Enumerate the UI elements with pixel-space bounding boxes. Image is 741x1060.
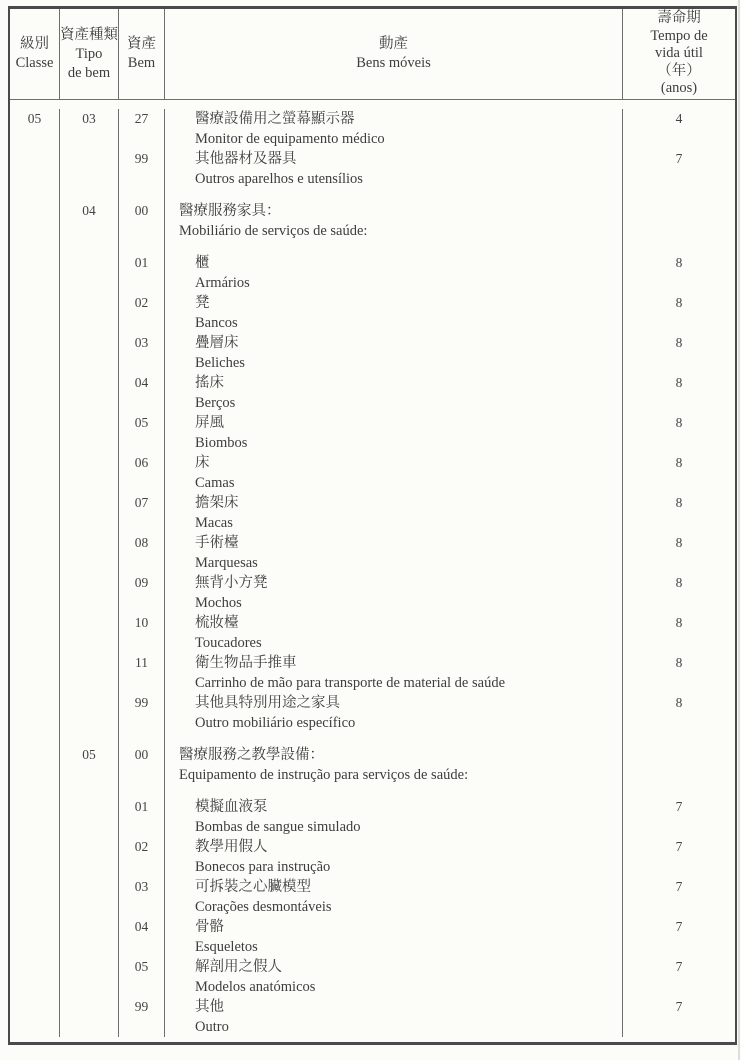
gap-cell xyxy=(623,189,735,201)
table-row xyxy=(10,653,735,693)
item-name-zh: 無背小方凳 xyxy=(195,575,268,591)
item-description-cell xyxy=(165,293,623,333)
classe-code-cell xyxy=(10,413,60,453)
header-line: Tempo de xyxy=(650,27,708,44)
classe-code-cell xyxy=(10,745,60,785)
classe-code-cell xyxy=(10,149,60,189)
gap-cell xyxy=(623,733,735,745)
tipo-code-cell xyxy=(60,253,119,293)
item-name-zh: 衛生物品手推車 xyxy=(195,655,297,671)
header-line: Bem xyxy=(127,55,156,71)
item-name-zh: 醫療服務家具： xyxy=(179,203,281,219)
header-bem xyxy=(119,9,165,99)
item-name-pt: Outro mobiliário específico xyxy=(195,715,356,731)
classe-code-cell: 05 xyxy=(10,109,60,149)
useful-life-years-cell xyxy=(623,201,735,241)
header-bens-moveis xyxy=(165,9,623,99)
item-name-zh: 醫療服務之教學設備： xyxy=(179,747,324,763)
item-description-cell xyxy=(165,877,623,917)
asset-depreciation-table xyxy=(8,6,737,1045)
bem-code-cell: 99 xyxy=(119,149,165,189)
useful-life-years-cell: 7 xyxy=(675,879,683,894)
gap-cell xyxy=(60,785,119,797)
tipo-code-cell xyxy=(60,877,119,917)
classe-code-cell xyxy=(10,693,60,733)
useful-life-years-cell: 8 xyxy=(675,455,683,470)
useful-life-years-cell: 8 xyxy=(675,615,683,630)
classe-code-cell xyxy=(10,293,60,333)
item-name-zh: 解剖用之假人 xyxy=(195,959,282,975)
item-name-pt: Monitor de equipamento médico xyxy=(195,131,385,147)
item-description-cell xyxy=(165,613,623,653)
table-gap-row xyxy=(10,785,735,797)
tipo-code-cell xyxy=(60,413,119,453)
gap-cell xyxy=(60,241,119,253)
header-line: 動產 xyxy=(379,36,408,52)
gap-cell xyxy=(10,241,60,253)
classe-code-cell xyxy=(10,653,60,693)
header-line: Tipo xyxy=(75,45,103,62)
item-name-pt: Biombos xyxy=(195,435,248,451)
item-name-zh: 其他器材及器具 xyxy=(195,151,297,167)
useful-life-years-cell: 8 xyxy=(675,535,683,550)
gap-cell xyxy=(10,733,60,745)
bem-code-cell: 00 xyxy=(119,745,165,785)
useful-life-years-cell: 7 xyxy=(675,839,683,854)
table-row xyxy=(10,877,735,917)
tipo-code-cell xyxy=(60,613,119,653)
classe-code-cell xyxy=(10,957,60,997)
bem-code-cell: 08 xyxy=(119,533,165,573)
header-line: （年） xyxy=(657,62,701,79)
table-header-row xyxy=(10,9,735,100)
useful-life-years-cell: 8 xyxy=(675,575,683,590)
item-description-cell xyxy=(165,109,623,149)
tipo-code-cell xyxy=(60,333,119,373)
gap-cell xyxy=(10,785,60,797)
bem-code-cell: 05 xyxy=(119,413,165,453)
bem-code-cell: 00 xyxy=(119,201,165,241)
table-row xyxy=(10,797,735,837)
classe-code-cell xyxy=(10,533,60,573)
item-name-zh: 床 xyxy=(195,455,210,471)
gap-cell xyxy=(10,189,60,201)
tipo-code-cell xyxy=(60,653,119,693)
header-tempo-vida-util xyxy=(623,9,735,99)
classe-code-cell xyxy=(10,493,60,533)
bem-code-cell: 03 xyxy=(119,877,165,917)
gap-cell xyxy=(60,733,119,745)
table-gap-row xyxy=(10,241,735,253)
table-row xyxy=(10,917,735,957)
useful-life-years-cell: 7 xyxy=(675,151,683,166)
item-name-pt: Beliches xyxy=(195,355,245,371)
tipo-code-cell: 03 xyxy=(60,109,119,149)
useful-life-years-cell: 8 xyxy=(675,255,683,270)
scan-edge-artifact xyxy=(738,0,740,1060)
item-name-zh: 其他具特別用途之家具 xyxy=(195,695,340,711)
bem-code-cell: 99 xyxy=(119,693,165,733)
item-description-cell xyxy=(165,253,623,293)
header-line: 級別 xyxy=(20,36,49,52)
item-name-pt: Mobiliário de serviços de saúde: xyxy=(179,223,368,239)
header-line: 資產種類 xyxy=(60,26,118,43)
table-row xyxy=(10,493,735,533)
classe-code-cell xyxy=(10,201,60,241)
item-name-pt: Bancos xyxy=(195,315,238,331)
tipo-code-cell xyxy=(60,493,119,533)
header-tipo-de-bem xyxy=(60,9,119,99)
item-description-cell xyxy=(165,493,623,533)
useful-life-years-cell: 8 xyxy=(675,415,683,430)
item-description-cell xyxy=(165,997,623,1037)
item-name-zh: 醫療設備用之螢幕顯示器 xyxy=(195,111,355,127)
classe-code-cell xyxy=(10,253,60,293)
bem-code-cell: 04 xyxy=(119,373,165,413)
tipo-code-cell: 05 xyxy=(60,745,119,785)
bem-code-cell: 01 xyxy=(119,797,165,837)
bem-code-cell: 04 xyxy=(119,917,165,957)
classe-code-cell xyxy=(10,917,60,957)
item-name-pt: Carrinho de mão para transporte de material de saúde xyxy=(195,675,506,691)
gap-cell xyxy=(623,785,735,797)
header-line: de bem xyxy=(67,64,111,81)
item-description-cell xyxy=(165,373,623,413)
bem-code-cell: 09 xyxy=(119,573,165,613)
item-name-pt: Bonecos para instrução xyxy=(195,859,331,875)
bem-code-cell: 05 xyxy=(119,957,165,997)
useful-life-years-cell: 8 xyxy=(675,375,683,390)
item-name-zh: 擔架床 xyxy=(195,495,239,511)
tipo-code-cell xyxy=(60,997,119,1037)
gap-cell xyxy=(119,189,165,201)
item-name-pt: Outros aparelhos e utensílios xyxy=(195,171,363,187)
classe-code-cell xyxy=(10,573,60,613)
bem-code-cell: 10 xyxy=(119,613,165,653)
useful-life-years-cell: 8 xyxy=(675,295,683,310)
classe-code-cell xyxy=(10,333,60,373)
item-description-cell xyxy=(165,453,623,493)
item-name-zh: 可拆裝之心臟模型 xyxy=(195,879,311,895)
classe-code-cell xyxy=(10,837,60,877)
bem-code-cell: 99 xyxy=(119,997,165,1037)
gap-cell xyxy=(119,241,165,253)
item-description-cell xyxy=(165,413,623,453)
item-description-cell xyxy=(165,693,623,733)
tipo-code-cell xyxy=(60,693,119,733)
item-name-pt: Toucadores xyxy=(195,635,262,651)
useful-life-years-cell: 8 xyxy=(675,335,683,350)
item-description-cell xyxy=(165,797,623,837)
bem-code-cell: 01 xyxy=(119,253,165,293)
item-name-zh: 教學用假人 xyxy=(195,839,268,855)
bem-code-cell: 06 xyxy=(119,453,165,493)
item-name-pt: Macas xyxy=(195,515,233,531)
item-name-zh: 凳 xyxy=(195,295,210,311)
bem-code-cell: 02 xyxy=(119,837,165,877)
bem-code-cell: 03 xyxy=(119,333,165,373)
useful-life-years-cell: 8 xyxy=(675,495,683,510)
table-body xyxy=(10,100,735,1042)
tipo-code-cell: 04 xyxy=(60,201,119,241)
table-gap-row xyxy=(10,733,735,745)
table-row xyxy=(10,453,735,493)
item-name-zh: 梳妝檯 xyxy=(195,615,239,631)
item-name-zh: 骨骼 xyxy=(195,919,224,935)
item-name-pt: Marquesas xyxy=(195,555,258,571)
item-description-cell xyxy=(165,149,623,189)
item-description-cell xyxy=(165,957,623,997)
table-row xyxy=(10,413,735,453)
item-name-pt: Berços xyxy=(195,395,236,411)
useful-life-years-cell: 7 xyxy=(675,919,683,934)
tipo-code-cell xyxy=(60,797,119,837)
item-name-zh: 手術檯 xyxy=(195,535,239,551)
useful-life-years-cell: 7 xyxy=(675,999,683,1014)
item-name-zh: 屏風 xyxy=(195,415,224,431)
table-row xyxy=(10,693,735,733)
item-name-pt: Bombas de sangue simulado xyxy=(195,819,361,835)
item-name-zh: 其他 xyxy=(195,999,224,1015)
table-row xyxy=(10,573,735,613)
gap-cell xyxy=(165,733,623,745)
useful-life-years-cell: 4 xyxy=(675,111,683,126)
gap-cell xyxy=(623,241,735,253)
item-description-cell xyxy=(165,201,623,241)
table-row xyxy=(10,109,735,149)
tipo-code-cell xyxy=(60,149,119,189)
item-name-pt: Modelos anatómicos xyxy=(195,979,316,995)
item-name-pt: Armários xyxy=(195,275,250,291)
tipo-code-cell xyxy=(60,573,119,613)
gap-cell xyxy=(119,733,165,745)
bem-code-cell: 11 xyxy=(119,653,165,693)
gap-cell xyxy=(165,189,623,201)
gap-cell xyxy=(60,189,119,201)
table-row xyxy=(10,997,735,1037)
item-name-pt: Mochos xyxy=(195,595,242,611)
tipo-code-cell xyxy=(60,917,119,957)
item-name-pt: Camas xyxy=(195,475,235,491)
item-name-pt: Outro xyxy=(195,1019,229,1035)
item-description-cell xyxy=(165,745,623,785)
header-line: 資產 xyxy=(127,36,156,52)
item-name-zh: 疊層床 xyxy=(195,335,239,351)
table-row xyxy=(10,533,735,573)
header-line: (anos) xyxy=(660,80,698,97)
useful-life-years-cell xyxy=(623,745,735,785)
item-description-cell xyxy=(165,533,623,573)
gap-cell xyxy=(165,785,623,797)
table-row xyxy=(10,201,735,241)
item-name-zh: 櫃 xyxy=(195,255,210,271)
header-line: Classe xyxy=(15,55,54,71)
header-line: vida útil xyxy=(655,45,703,62)
table-gap-row xyxy=(10,189,735,201)
gap-cell xyxy=(119,785,165,797)
bem-code-cell: 07 xyxy=(119,493,165,533)
useful-life-years-cell: 7 xyxy=(675,959,683,974)
table-row xyxy=(10,957,735,997)
classe-code-cell xyxy=(10,453,60,493)
classe-code-cell xyxy=(10,797,60,837)
table-row xyxy=(10,293,735,333)
useful-life-years-cell: 8 xyxy=(675,695,683,710)
classe-code-cell xyxy=(10,613,60,653)
item-description-cell xyxy=(165,333,623,373)
item-name-pt: Corações desmontáveis xyxy=(195,899,332,915)
table-row xyxy=(10,373,735,413)
item-name-pt: Equipamento de instrução para serviços de saúde: xyxy=(179,767,469,783)
classe-code-cell xyxy=(10,997,60,1037)
tipo-code-cell xyxy=(60,293,119,333)
item-description-cell xyxy=(165,653,623,693)
classe-code-cell xyxy=(10,877,60,917)
table-row xyxy=(10,253,735,293)
header-line: 壽命期 xyxy=(657,10,701,27)
table-row xyxy=(10,613,735,653)
tipo-code-cell xyxy=(60,957,119,997)
tipo-code-cell xyxy=(60,837,119,877)
gap-cell xyxy=(165,241,623,253)
table-row xyxy=(10,149,735,189)
item-description-cell xyxy=(165,837,623,877)
item-name-zh: 搖床 xyxy=(195,375,224,391)
item-name-pt: Esqueletos xyxy=(195,939,258,955)
tipo-code-cell xyxy=(60,373,119,413)
bem-code-cell: 02 xyxy=(119,293,165,333)
header-line: Bens móveis xyxy=(356,55,431,71)
table-row xyxy=(10,333,735,373)
useful-life-years-cell: 8 xyxy=(675,655,683,670)
item-description-cell xyxy=(165,573,623,613)
item-description-cell xyxy=(165,917,623,957)
tipo-code-cell xyxy=(60,453,119,493)
header-classe xyxy=(10,9,60,99)
item-name-zh: 模擬血液泵 xyxy=(195,799,268,815)
table-row xyxy=(10,837,735,877)
tipo-code-cell xyxy=(60,533,119,573)
useful-life-years-cell: 7 xyxy=(675,799,683,814)
classe-code-cell xyxy=(10,373,60,413)
table-row xyxy=(10,745,735,785)
bem-code-cell: 27 xyxy=(119,109,165,149)
